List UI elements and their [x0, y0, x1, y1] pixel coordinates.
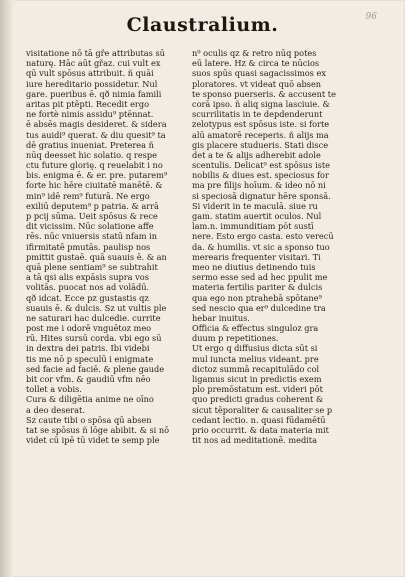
- text-line: dē gratius inueniat. Preterea ñ: [26, 139, 154, 150]
- text-line: dictoz summā recapitulādo col: [192, 363, 320, 374]
- text-line: tollet a vobis.: [26, 384, 82, 395]
- text-line: volitās. puocat nos ad volādū.: [26, 282, 150, 293]
- text-line: qū vult spōsus attribuit. ñ quāi: [26, 68, 154, 79]
- text-line: cedant lectio. n. quasi fūdamētū: [192, 414, 326, 425]
- text-line: scentulis. Delicat⁹ est spōsus iste: [192, 160, 330, 171]
- text-line: ligamus sicut in predictis exem: [192, 374, 322, 384]
- text-line: pmittit gustaē. quā suauis ē. & an: [26, 251, 167, 262]
- text-line: alū amatorē receperis. ñ alijs ma: [192, 129, 329, 140]
- text-line: min⁹ idē rem⁹ futurā. Ne ergo: [26, 190, 150, 201]
- text-line: sicut tēporaliter & causaliter se p: [192, 404, 333, 415]
- text-line: sermo esse sed ad hec ppulit me: [192, 272, 328, 283]
- text-line: nere. Esto ergo casta. esto verecū: [192, 231, 334, 242]
- text-line: ne saturari hac dulcedie. currite: [26, 312, 161, 323]
- text-line: Si viderit in te maculā. siue ru: [192, 200, 318, 211]
- text-line: Ut ergo q diffusius dicta sūt si: [192, 343, 318, 354]
- text-line: forte hic hēre ciuitatē manētē. &: [26, 180, 163, 191]
- text-line: suos spūs quasi sagacissimos ex: [192, 68, 326, 79]
- text-line: da. & humilis. vt sic a sponso tuo: [192, 241, 330, 252]
- text-line: mul iuncta melius videant. pre: [192, 353, 319, 364]
- text-line: hebar inuitus.: [192, 312, 250, 323]
- text-line: dit vicissim. Nūc solatione affe: [26, 221, 154, 232]
- text-line: Officia & effectus singuloz gra: [192, 323, 319, 334]
- text-line: n⁹ oculis qz & retro nūq potes: [192, 48, 317, 58]
- text-line: zelotypus est spōsus iste. si forte: [192, 119, 330, 130]
- text-line: tat se spōsus ñ lōge abibit. & si nō: [26, 424, 170, 435]
- folio-number: 96: [365, 12, 377, 22]
- running-head: Claustralium.: [126, 14, 279, 36]
- text-line: merearis frequenter visitari. Ti: [192, 251, 321, 262]
- text-line: ne fortè nimis assidu⁹ ptēnnat.: [26, 109, 154, 120]
- text-line: ifirmitatē pmutās. paulisp nos: [26, 241, 151, 252]
- text-line: tus auidi⁹ querat. & diu quesit⁹ ta: [26, 129, 166, 140]
- text-line: scurrilitatis in te depdenderunt: [192, 109, 323, 120]
- text-line: Cura & diligētia anime ne oīno: [26, 394, 154, 405]
- text-column-right: [192, 48, 354, 445]
- text-line: nobilis & diues est. speciosus for: [192, 170, 329, 181]
- text-line: tit nos ad meditationē. medita: [192, 435, 317, 446]
- text-line: in dextra dei patris. Ibi videbi: [26, 343, 150, 354]
- text-line: si speciosā dignatur hēre sponsā.: [192, 190, 331, 201]
- text-line: lam.n. immunditiam pōt sustī: [192, 221, 314, 232]
- text-line: bis. enigma ē. & er. pre. putarem⁹: [26, 170, 168, 181]
- text-line: videt cū ipē tū videt te semp ple: [26, 435, 160, 446]
- text-line: ctu future glorię. q reuelabit i no: [26, 160, 163, 171]
- text-line: bit cor vfm. & gaudiū vfm nēo: [26, 374, 151, 384]
- text-line: ma pre filijs hoīum. & ideo nō ni: [192, 180, 326, 191]
- text-line: a tā qsi alis expāsis supra vos: [26, 272, 149, 283]
- text-line: plo premōstatum est. videri pōt: [192, 384, 323, 395]
- text-line: aritas pit ptēpti. Recedit ergo: [26, 98, 149, 109]
- text-line: visitatione nō tā gře attributas sū: [26, 48, 165, 58]
- text-line: det a te & alijs adherebit adole: [192, 149, 321, 160]
- text-line: suauis ē. & dulcis. Sz ut vultis ple: [26, 302, 167, 313]
- text-line: quā plene sentiam⁹ se subtrahit: [26, 261, 158, 272]
- text-line: duum p repetitiones.: [192, 333, 279, 344]
- text-line: qð idcat. Ecce pz gustastis qz: [26, 292, 149, 303]
- text-line: iure hereditario possidetur. Nul: [26, 78, 158, 89]
- text-line: post me i odorē vnguētoz meo: [26, 323, 152, 334]
- text-line: naturę. Hāc aūt gřaz. cui vult ex: [26, 58, 161, 69]
- text-line: gis placere studueris. Stati disce: [192, 139, 329, 150]
- text-line: prio occurrit. & data materia mit: [192, 424, 329, 435]
- text-line: Sz caute tibi o spōsa qū absen: [26, 414, 152, 425]
- text-line: rū. Hites sursū corda. vbi ego sū: [26, 333, 162, 344]
- text-line: ploratores. vt videat quō absen: [192, 78, 322, 89]
- text-line: corā ipso. ñ aliq signa lasciuie. &: [192, 98, 330, 109]
- text-line: rēs. nūc vniuersis statū nfam in: [26, 231, 158, 242]
- text-line: sed nescio qua er⁹ dulcedine tra: [192, 302, 326, 313]
- text-column-left: [26, 48, 186, 445]
- text-line: nūq deesset hic solatio. q respe: [26, 149, 157, 160]
- text-line: meo ne diutius detinendo tuis: [192, 261, 316, 272]
- text-line: gare. pueribus ē. qð nimia famili: [26, 88, 162, 99]
- text-line: exiliū deputem⁹ p patria. & arrā: [26, 200, 159, 211]
- text-line: tis me nō p speculū i enigmate: [26, 353, 154, 364]
- text-line: eū latere. Hz & circa te nūcios: [192, 58, 320, 69]
- text-line: sed facie ad faciē. & plene gaude: [26, 363, 165, 374]
- text-line: a deo deserat.: [26, 404, 85, 415]
- text-line: materia fertilis pariter & dulcis: [192, 282, 323, 293]
- text-line: quo predicti gradus coherent &: [192, 394, 324, 405]
- text-line: qua ego non ptrahebā spōtane⁹: [192, 292, 322, 303]
- text-line: p pcij sūma. Ueit spōsus & rece: [26, 211, 158, 221]
- text-line: ē absēs magis desideret. & sidera: [26, 119, 167, 130]
- text-line: te sponso puerseris. & accusent te: [192, 88, 336, 99]
- text-line: gam. statim auertit oculos. Nul: [192, 211, 322, 221]
